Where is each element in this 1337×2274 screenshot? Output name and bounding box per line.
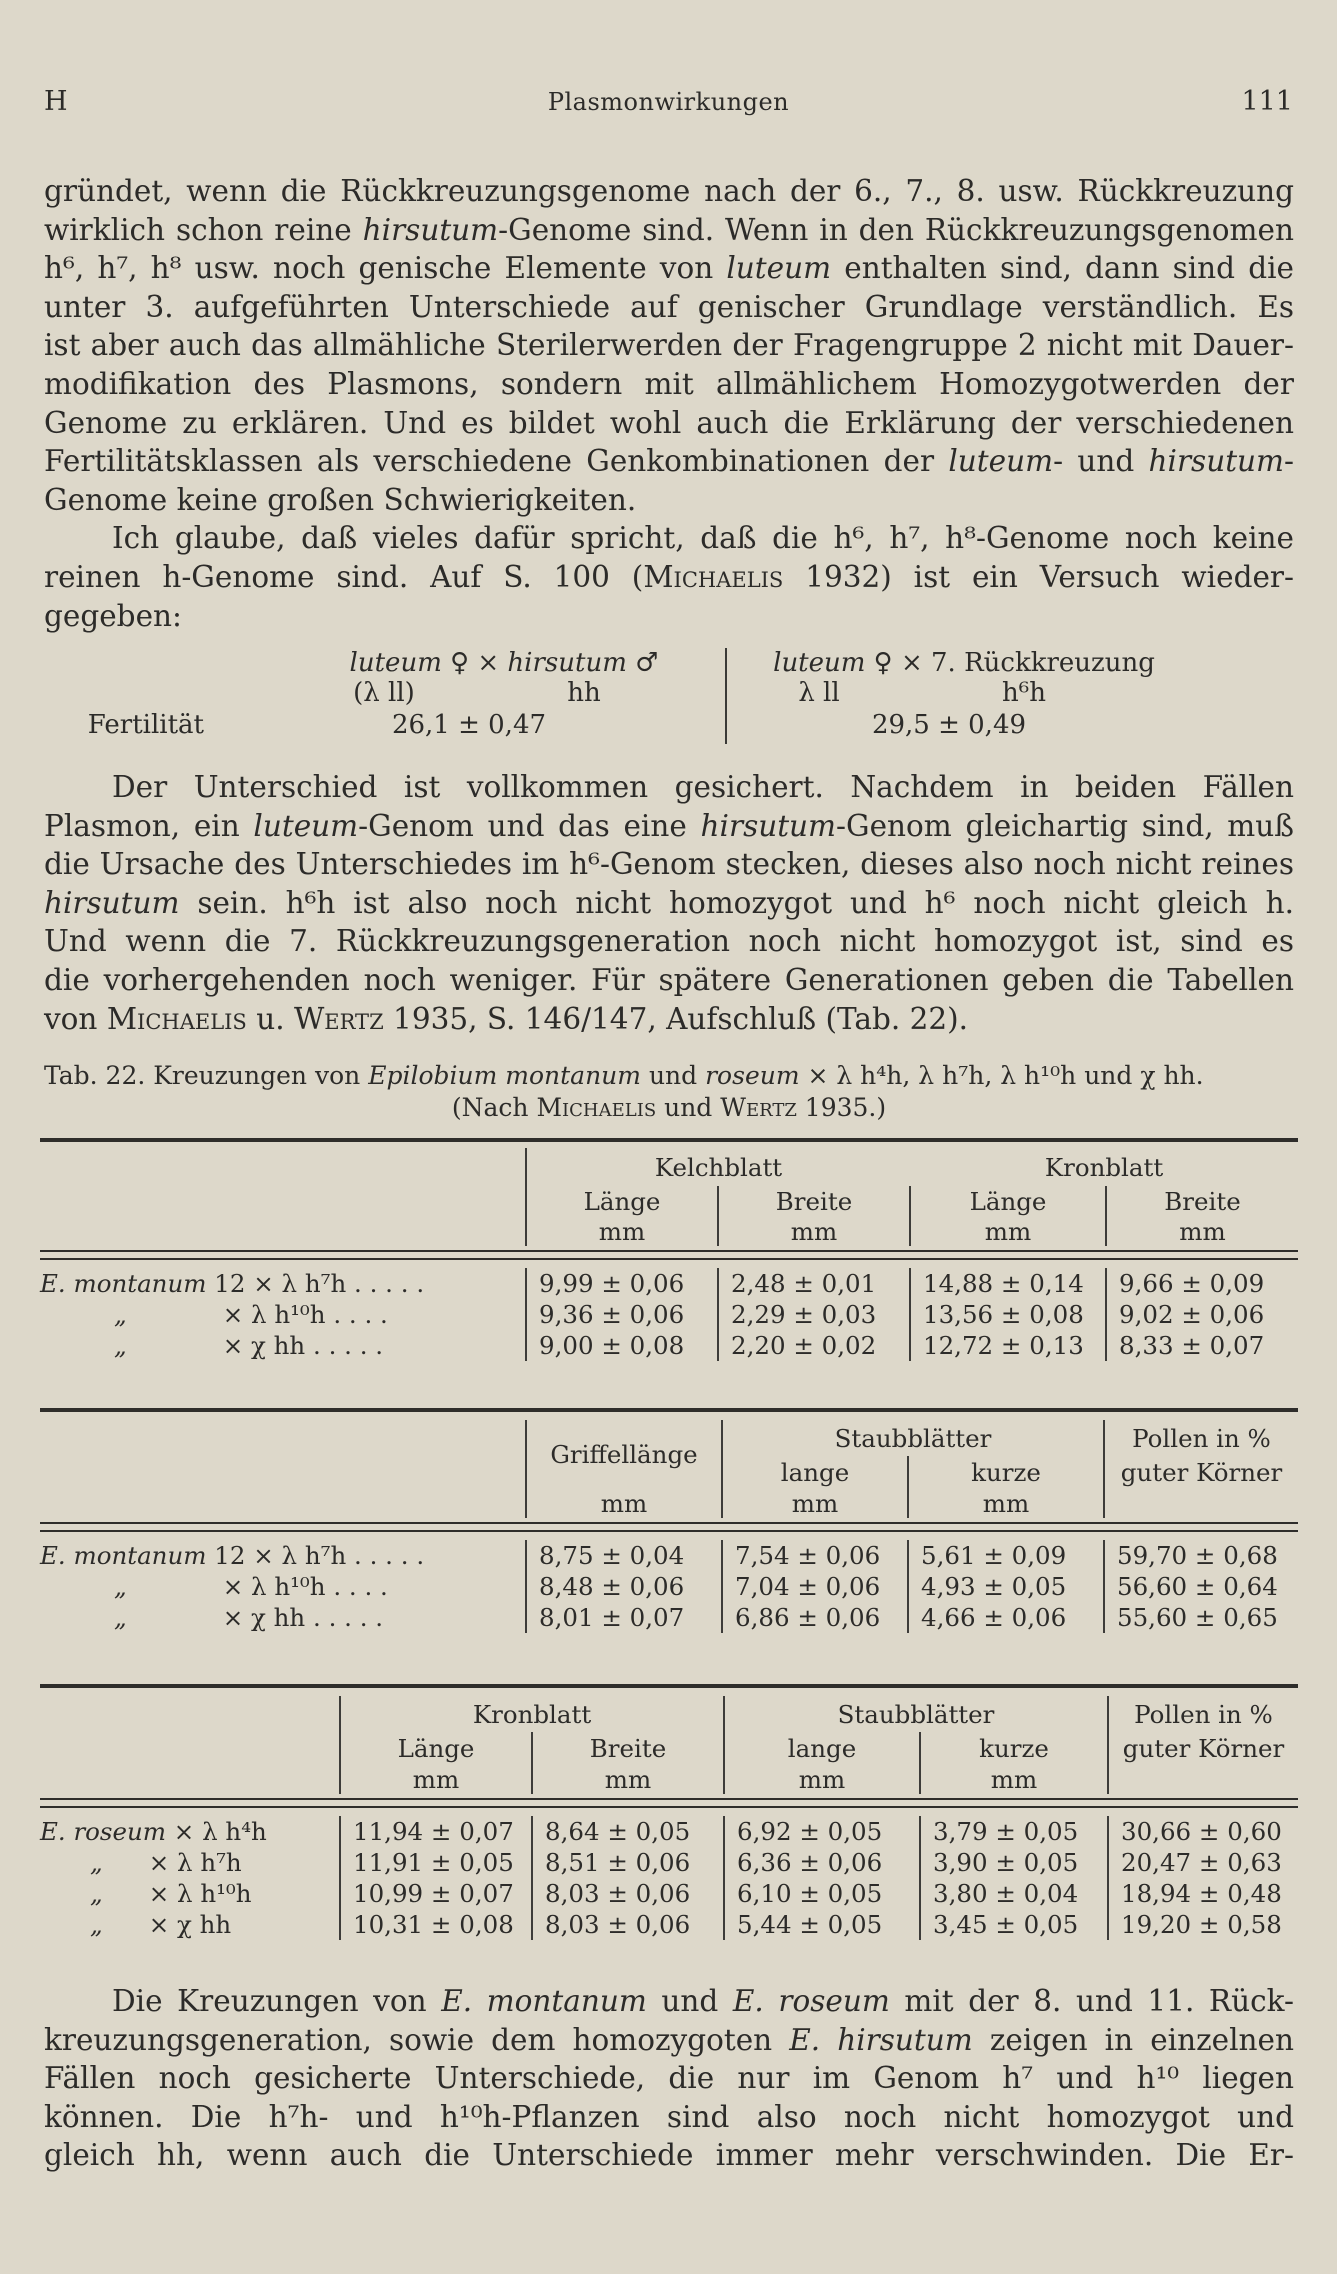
left-genome-1: (λ ll) (353, 678, 415, 708)
table-cell: 5,61 ± 0,09 (908, 1540, 1104, 1571)
text-line: von Michaelis u. Wertz 1935, S. 146/147, Aufschluß (Tab. 22). (44, 1001, 969, 1036)
table-cell: 20,47 ± 0,63 (1108, 1847, 1298, 1878)
table-cell: 9,00 ± 0,08 (526, 1330, 718, 1361)
text-line: wirklich schon reine hirsutum-Genome sind. Wenn in den Rückkreuzungsgenomen (44, 212, 1294, 247)
table-row (40, 1847, 1298, 1878)
table-cell: 5,44 ± 0,05 (724, 1909, 920, 1940)
text-line: Plasmon, ein luteum-Genom und das eine hirsutum-Genom gleichartig sind, muß (44, 808, 1294, 843)
row-label: E. montanum 12 × λ h⁷h . . . . . (40, 1541, 425, 1570)
col-header: Länge (910, 1186, 1106, 1216)
right-genome-1: λ ll (798, 678, 840, 708)
table-cell: 18,94 ± 0,48 (1108, 1878, 1298, 1909)
table-cell: 7,54 ± 0,06 (722, 1540, 908, 1571)
running-header (44, 86, 1293, 126)
table-cell: 14,88 ± 0,14 (910, 1268, 1106, 1299)
table-cell: 8,01 ± 0,07 (526, 1602, 722, 1633)
text-line: modifikation des Plasmons, sondern mit allmählichem Homozygotwerden der (44, 366, 1294, 401)
table-cell: 3,79 ± 0,05 (920, 1816, 1108, 1847)
col-header: Breite (718, 1186, 910, 1216)
table-cell: 11,94 ± 0,07 (340, 1816, 532, 1847)
table-row (40, 1571, 1298, 1602)
unit-label: mm (526, 1216, 718, 1246)
table-cell: 9,02 ± 0,06 (1106, 1299, 1298, 1330)
row-label: „ × λ h¹⁰h . . . . (114, 1572, 388, 1601)
table-row (40, 1268, 1298, 1299)
table-cell: 8,33 ± 0,07 (1106, 1330, 1298, 1361)
table-caption (44, 1060, 1294, 1124)
row-label: „ × λ h⁷h (90, 1848, 242, 1877)
text-line: kreuzungsgeneration, sowie dem homozygoten E. hirsutum zeigen in einzelnen (44, 2022, 1294, 2057)
table-cell: 11,91 ± 0,05 (340, 1847, 532, 1878)
table-cell: 2,48 ± 0,01 (718, 1268, 910, 1299)
col-group-kronblatt: Kronblatt (340, 1696, 724, 1732)
paragraph-3 (44, 1982, 1294, 2175)
text-line: Und wenn die 7. Rückkreuzungsgeneration noch nicht homozygot ist, sind es (44, 924, 1294, 959)
table-2 (40, 1408, 1298, 1633)
row-label: E. montanum 12 × λ h⁷h . . . . . (40, 1269, 425, 1298)
text-line: hirsutum sein. h⁶h ist also noch nicht homozygot und h⁶ noch nicht gleich h. (44, 885, 1294, 920)
row-label: „ × χ hh . . . . . (114, 1603, 384, 1632)
table-cell: 19,20 ± 0,58 (1108, 1909, 1298, 1940)
col-group-kronblatt: Kronblatt (1044, 1152, 1164, 1182)
text-line: Fertilitätsklassen als verschiedene Genkombinationen der luteum- und hirsutum- (44, 444, 1294, 479)
row-label: „ × χ hh (90, 1910, 232, 1939)
unit-label: mm (340, 1764, 532, 1794)
table-cell: 2,20 ± 0,02 (718, 1330, 910, 1361)
table-row (40, 1299, 1298, 1330)
right-cross: luteum ♀ × 7. Rückkreuzung (773, 648, 1155, 678)
text-line: reinen h-Genome sind. Auf S. 100 (Michaelis 1932) ist ein Versuch wieder- (44, 559, 1294, 594)
table-cell: 9,99 ± 0,06 (526, 1268, 718, 1299)
col-header: Breite (1106, 1186, 1298, 1216)
caption-line-2: (Nach Michaelis und Wertz 1935.) (451, 1093, 887, 1122)
text-line: die vorhergehenden noch weniger. Für spätere Generationen geben die Tabellen (44, 962, 1294, 997)
col-group-staubblaetter: Staubblätter (722, 1420, 1104, 1456)
paragraph-1 (44, 172, 1294, 635)
table-cell: 9,36 ± 0,06 (526, 1299, 718, 1330)
col-group-kelchblatt: Kelchblatt (526, 1148, 910, 1186)
table-cell: 55,60 ± 0,65 (1104, 1602, 1298, 1633)
table-cell: 8,51 ± 0,06 (532, 1847, 724, 1878)
table-cell: 10,31 ± 0,08 (340, 1909, 532, 1940)
right-fertility-value: 29,5 ± 0,49 (871, 710, 1027, 740)
table-cell: 59,70 ± 0,68 (1104, 1540, 1298, 1571)
table-cell: 12,72 ± 0,13 (910, 1330, 1106, 1361)
text-line: gründet, wenn die Rückkreuzungsgenome nach der 6., 7., 8. usw. Rückkreuzung (44, 174, 1294, 208)
col-header-pollen: Pollen in % (1108, 1696, 1298, 1732)
unit-label: mm (532, 1764, 724, 1794)
col-header: kurze (920, 1732, 1108, 1764)
col-header-pollen: Pollen in % (1104, 1420, 1298, 1456)
table-row (40, 1602, 1298, 1633)
header-title: Plasmonwirkungen (547, 88, 790, 116)
text-line: ist aber auch das allmähliche Sterilerwerden der Fragengruppe 2 nicht mit Dauer- (44, 328, 1294, 363)
unit-label: mm (718, 1216, 910, 1246)
experiment-divider (725, 648, 727, 744)
unit-label: mm (722, 1488, 908, 1518)
row-label: „ × λ h¹⁰h (90, 1879, 252, 1908)
col-header-griffellaenge: Griffellänge (526, 1420, 722, 1488)
table-cell: 8,03 ± 0,06 (532, 1878, 724, 1909)
text-line: können. Die h⁷h- und h¹⁰h-Pflanzen sind also noch nicht homozygot und (44, 2099, 1294, 2134)
table-row (40, 1330, 1298, 1361)
unit-label: mm (1106, 1216, 1298, 1246)
table-cell: 6,86 ± 0,06 (722, 1602, 908, 1633)
table-1 (40, 1138, 1298, 1361)
text-line: Ich glaube, daß vieles dafür spricht, daß die h⁶, h⁷, h⁸-Genome noch keine (112, 521, 1294, 556)
left-cross: luteum ♀ × hirsutum ♂ (349, 648, 659, 678)
table-cell: 4,66 ± 0,06 (908, 1602, 1104, 1633)
table-row (40, 1909, 1298, 1940)
header-initial: H (44, 86, 68, 117)
table-cell: 8,64 ± 0,05 (532, 1816, 724, 1847)
col-header-pollen-2: guter Körner (1108, 1732, 1298, 1764)
table-cell: 3,90 ± 0,05 (920, 1847, 1108, 1878)
unit-label: mm (920, 1764, 1108, 1794)
text-line: Genome zu erklären. Und es bildet wohl auch die Erklärung der verschiedenen (44, 405, 1294, 440)
paragraph-2 (44, 768, 1294, 1038)
text-line: Die Kreuzungen von E. montanum und E. roseum mit der 8. und 11. Rück- (112, 1984, 1294, 2018)
row-label: E. roseum × λ h⁴h (40, 1817, 267, 1846)
col-header: Länge (340, 1732, 532, 1764)
table-cell: 6,36 ± 0,06 (724, 1847, 920, 1878)
table-cell: 9,66 ± 0,09 (1106, 1268, 1298, 1299)
col-header: Breite (532, 1732, 724, 1764)
table-cell: 6,10 ± 0,05 (724, 1878, 920, 1909)
col-header: lange (722, 1456, 908, 1488)
table-cell: 56,60 ± 0,64 (1104, 1571, 1298, 1602)
left-fertility-value: 26,1 ± 0,47 (391, 710, 547, 740)
row-label: „ × λ h¹⁰h . . . . (114, 1300, 388, 1329)
right-genome-2: h⁶h (1002, 678, 1046, 708)
text-line: Fällen noch gesicherte Unterschiede, die nur im Genom h⁷ und h¹⁰ liegen (44, 2061, 1294, 2096)
text-line: gleich hh, wenn auch die Unterschiede immer mehr verschwinden. Die Er- (44, 2138, 1294, 2173)
table-row (40, 1878, 1298, 1909)
col-header: Länge (526, 1186, 718, 1216)
table-3 (40, 1684, 1298, 1940)
unit-label: mm (910, 1216, 1106, 1246)
text-line: Genome keine großen Schwierigkeiten. (44, 482, 637, 517)
row-label: „ × χ hh . . . . . (114, 1331, 384, 1360)
col-group-staubblaetter: Staubblätter (724, 1696, 1108, 1732)
table-cell: 7,04 ± 0,06 (722, 1571, 908, 1602)
table-cell: 3,45 ± 0,05 (920, 1909, 1108, 1940)
table-cell: 8,03 ± 0,06 (532, 1909, 724, 1940)
table-cell: 3,80 ± 0,04 (920, 1878, 1108, 1909)
table-row (40, 1540, 1298, 1571)
unit-label: mm (724, 1764, 920, 1794)
left-genome-2: hh (567, 678, 601, 708)
table-cell: 8,75 ± 0,04 (526, 1540, 722, 1571)
unit-label: mm (908, 1488, 1104, 1518)
text-line: Der Unterschied ist vollkommen gesichert. Nachdem in beiden Fällen (112, 770, 1294, 804)
fertility-label: Fertilität (87, 710, 204, 740)
page-number: 111 (1241, 86, 1293, 117)
unit-label: mm (526, 1488, 722, 1518)
table-cell: 13,56 ± 0,08 (910, 1299, 1106, 1330)
col-header-pollen-2: guter Körner (1104, 1456, 1298, 1488)
text-line: h⁶, h⁷, h⁸ usw. noch genische Elemente von luteum enthalten sind, dann sind die (44, 251, 1294, 286)
col-header: lange (724, 1732, 920, 1764)
text-line: unter 3. aufgeführten Unterschiede auf genischer Grundlage verständlich. Es (44, 289, 1294, 324)
text-line: gegeben: (44, 598, 182, 633)
text-line: die Ursache des Unterschiedes im h⁶-Genom stecken, dieses also noch nicht reines (44, 847, 1294, 882)
col-header: kurze (908, 1456, 1104, 1488)
table-cell: 6,92 ± 0,05 (724, 1816, 920, 1847)
table-cell: 4,93 ± 0,05 (908, 1571, 1104, 1602)
table-row (40, 1816, 1298, 1847)
table-cell: 2,29 ± 0,03 (718, 1299, 910, 1330)
caption-line-1: Tab. 22. Kreuzungen von Epilobium montanum und roseum × λ h⁴h, λ h⁷h, λ h¹⁰h und χ hh. (44, 1061, 1204, 1090)
table-cell: 10,99 ± 0,07 (340, 1878, 532, 1909)
table-cell: 30,66 ± 0,60 (1108, 1816, 1298, 1847)
table-cell: 8,48 ± 0,06 (526, 1571, 722, 1602)
